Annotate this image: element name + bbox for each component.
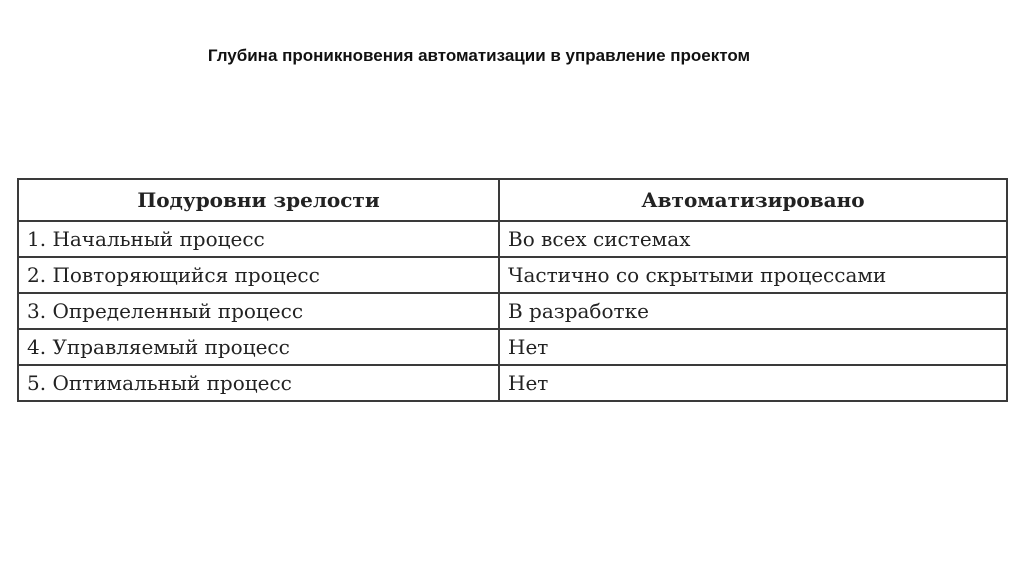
table-cell-level: 4. Управляемый процесс — [18, 329, 499, 365]
table-cell-automation: Частично со скрытыми процессами — [499, 257, 1007, 293]
table-cell-automation: Во всех системах — [499, 221, 1007, 257]
column-header-maturity-sublevels: Подуровни зрелости — [18, 179, 499, 221]
table-cell-level: 1. Начальный процесс — [18, 221, 499, 257]
table-cell-level: 3. Определенный процесс — [18, 293, 499, 329]
table-cell-level: 5. Оптимальный процесс — [18, 365, 499, 401]
table-row — [18, 365, 1007, 401]
table-row — [18, 329, 1007, 365]
table-header-row — [18, 179, 1007, 221]
table-cell-automation: В разработке — [499, 293, 1007, 329]
table-cell-automation: Нет — [499, 365, 1007, 401]
table-row — [18, 293, 1007, 329]
slide-title: Глубина проникновения автоматизации в управление проектом — [207, 46, 751, 65]
table-cell-automation: Нет — [499, 329, 1007, 365]
column-header-automated: Автоматизировано — [499, 179, 1007, 221]
maturity-table — [17, 178, 1008, 402]
table-row — [18, 257, 1007, 293]
table-row — [18, 221, 1007, 257]
table-cell-level: 2. Повторяющийся процесс — [18, 257, 499, 293]
